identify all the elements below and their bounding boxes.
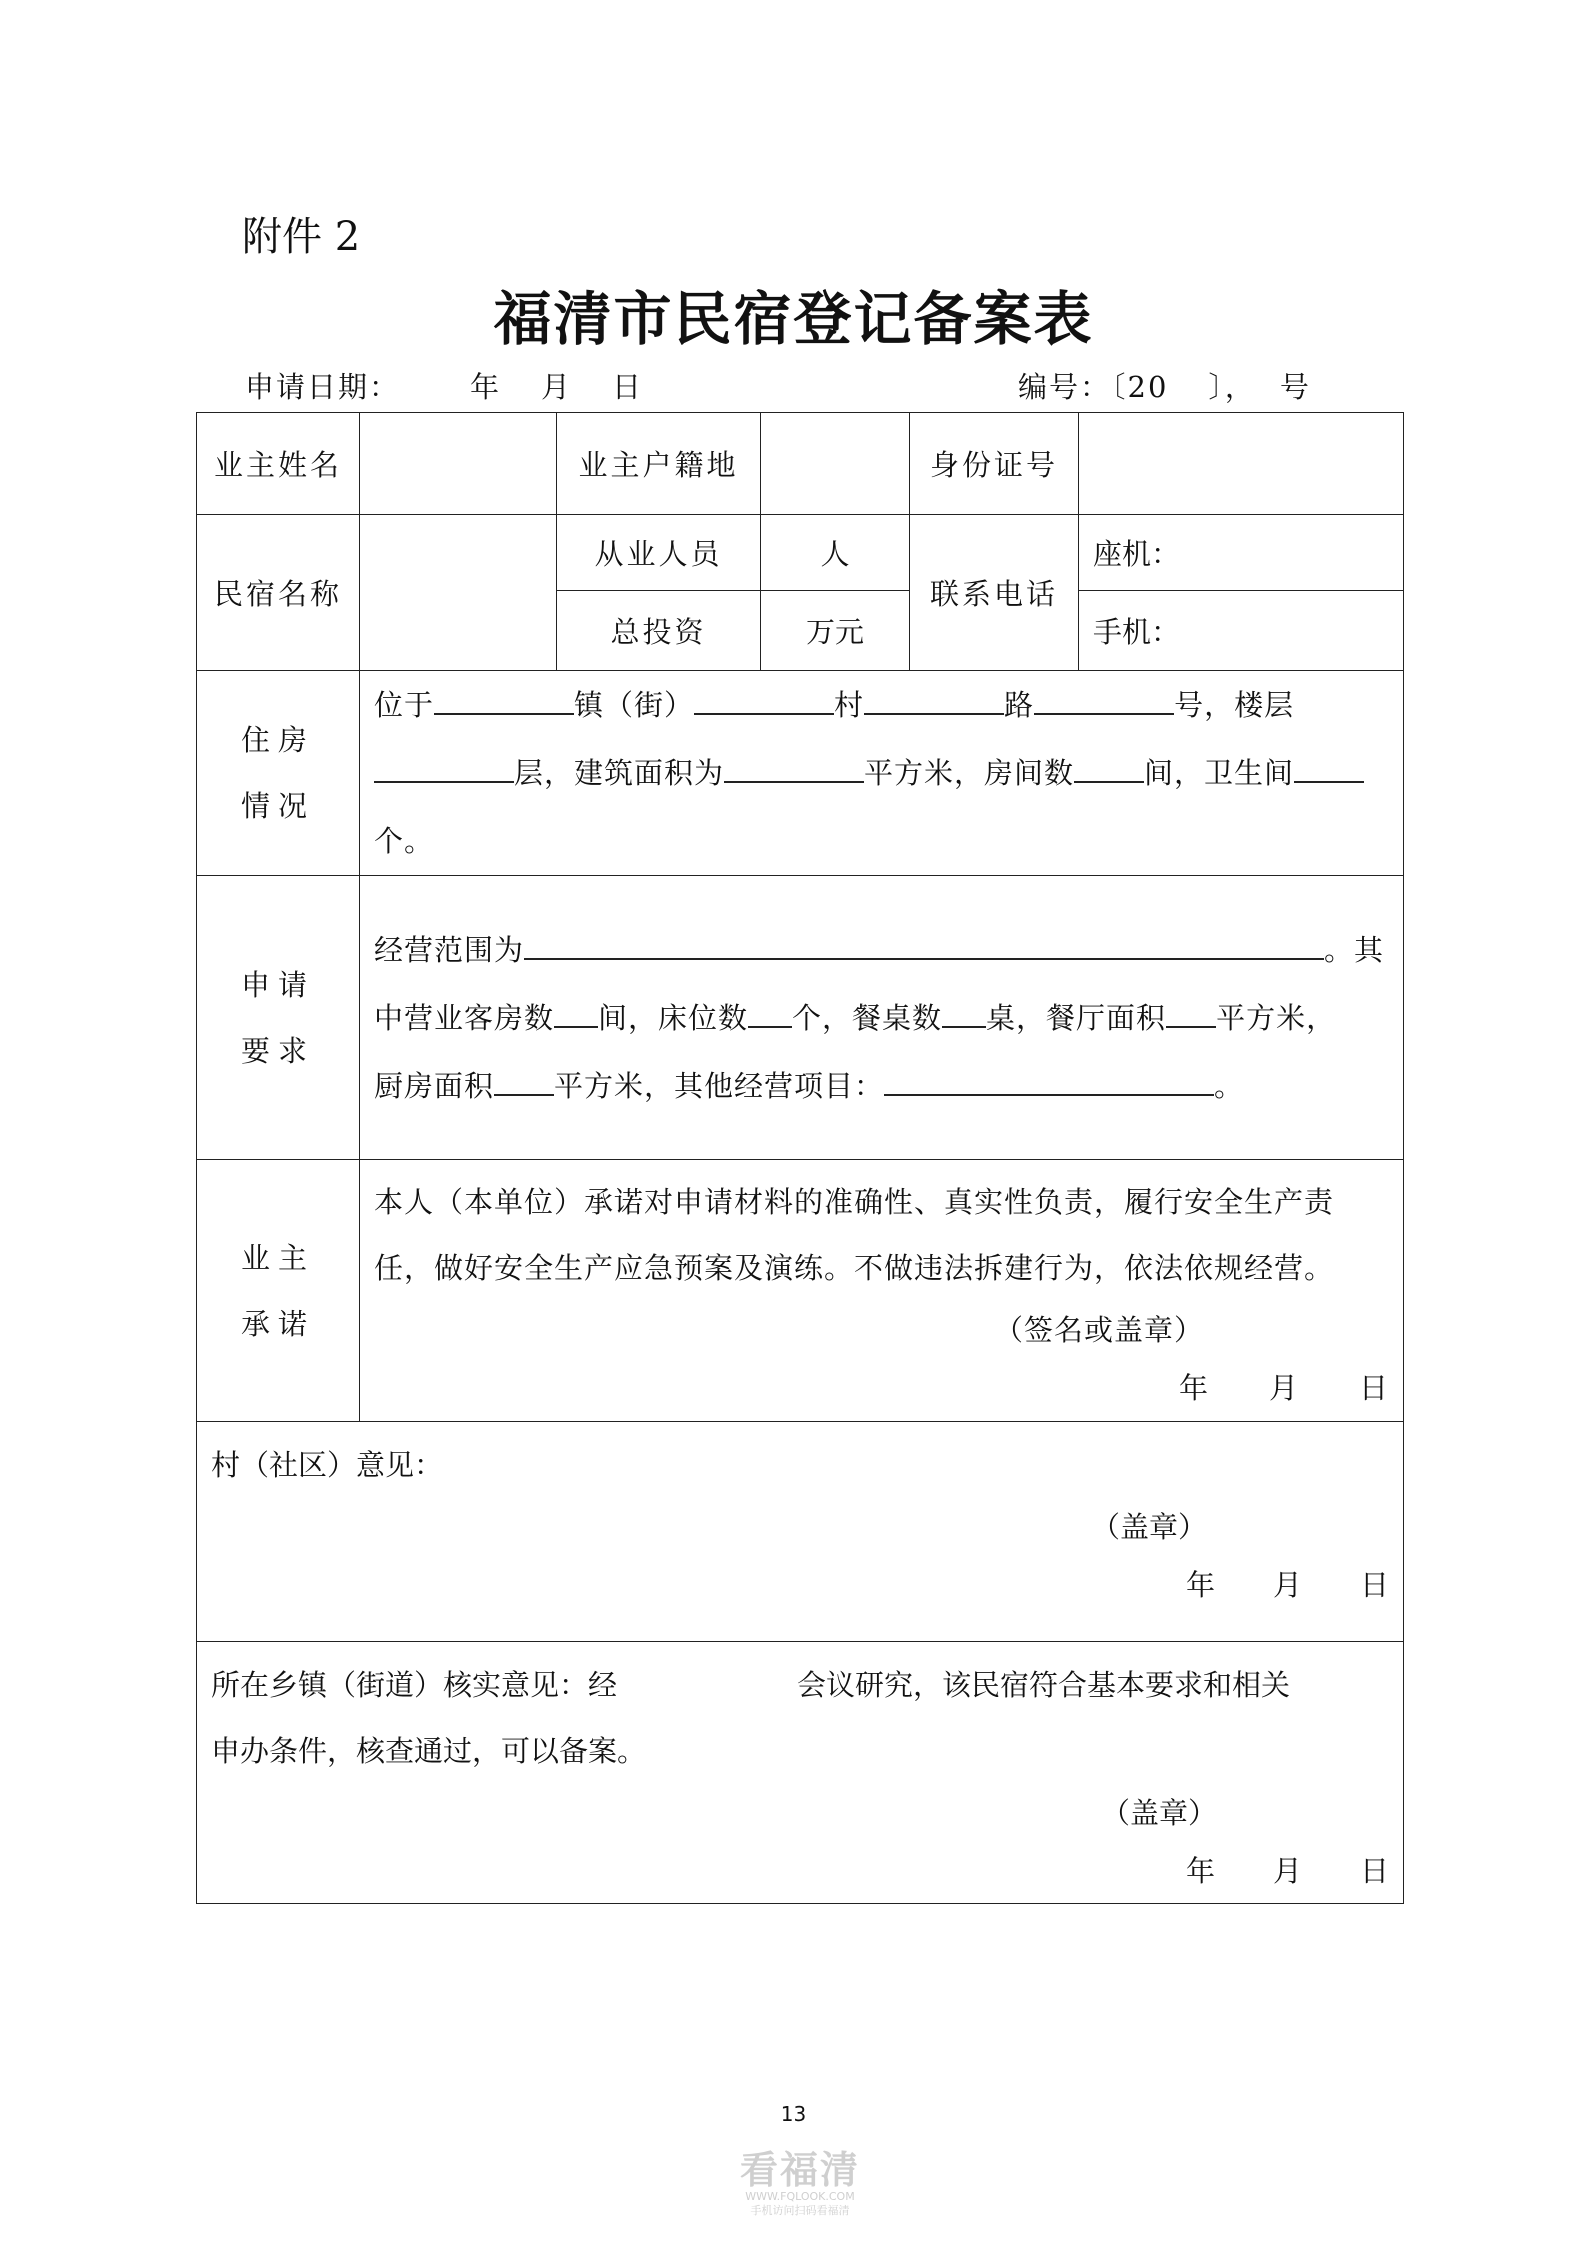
town-date: 年 月 日 <box>1185 1854 1389 1888</box>
day-label: 日 <box>612 370 644 404</box>
commitment-content <box>360 1160 1404 1422</box>
floors-blank[interactable] <box>374 757 514 783</box>
apply-date <box>245 365 643 406</box>
housing-text: 间，卫生间 <box>1144 756 1295 790</box>
business-scope-blank[interactable] <box>524 934 1324 960</box>
investment-unit: 万元 <box>805 615 864 649</box>
mobile-field[interactable] <box>1079 591 1404 671</box>
beds-blank[interactable] <box>748 1002 792 1028</box>
commitment-signature: （签名或盖章） <box>994 1312 1205 1347</box>
housing-text: 平方米，房间数 <box>864 756 1075 790</box>
investment-field[interactable] <box>761 591 910 671</box>
table-row <box>197 671 1404 876</box>
commitment-label <box>197 1160 360 1422</box>
table-row <box>197 413 1404 515</box>
application-label <box>197 876 360 1160</box>
owner-domicile-field[interactable] <box>761 413 910 515</box>
application-text: 间，床位数 <box>598 1000 749 1035</box>
application-text: 桌，餐厅面积 <box>986 1000 1167 1035</box>
application-content <box>360 876 1404 1160</box>
landline-field[interactable] <box>1079 515 1404 591</box>
watermark-logo <box>725 2150 875 2218</box>
id-number-label: 身份证号 <box>910 413 1079 515</box>
village-opinion <box>197 1422 1404 1642</box>
commitment-date: 年 月 日 <box>1178 1370 1389 1405</box>
staff-label: 从业人员 <box>557 515 761 591</box>
housing-label-line1: 住房 <box>240 723 315 757</box>
housing-label-line2: 情况 <box>240 789 315 823</box>
owner-name-label: 业主姓名 <box>197 413 360 515</box>
guestrooms-blank[interactable] <box>554 1002 598 1028</box>
village-blank[interactable] <box>694 689 834 715</box>
village-opinion-label: 村（社区）意见： <box>211 1448 444 1482</box>
phone-label: 联系电话 <box>910 515 1079 671</box>
other-business-blank[interactable] <box>884 1070 1214 1096</box>
kitchen-area-blank[interactable] <box>494 1070 554 1096</box>
id-number-field[interactable] <box>1079 413 1404 515</box>
town-opinion-text: 所在乡镇（街道）核实意见：经 <box>211 1668 618 1702</box>
housing-text: 村 <box>834 688 865 722</box>
commitment-text: 本人（本单位）承诺对申请材料的准确性、真实性负责，履行安全生产责任，做好安全生产应急预案及演练。不做违法拆建行为，依法依规经营。 <box>374 1184 1335 1285</box>
housing-text: 个。 <box>374 824 435 858</box>
housing-content <box>360 671 1404 876</box>
tables-blank[interactable] <box>942 1002 986 1028</box>
staff-unit: 人 <box>820 537 850 571</box>
housing-text: 层，建筑面积为 <box>514 756 725 790</box>
year-label: 年 <box>470 370 502 404</box>
application-text: 中营业客房数 <box>374 1000 555 1035</box>
page-title: 福清市民宿登记备案表 <box>493 285 1094 353</box>
application-label-line2: 要求 <box>240 1033 315 1068</box>
table-row <box>197 515 1404 591</box>
building-area-blank[interactable] <box>724 757 864 783</box>
town-opinion-text: 会议研究，该民宿符合基本要求和相关 <box>797 1668 1291 1702</box>
watermark-url: WWW.FQLOOK.COM <box>745 2190 855 2203</box>
owner-domicile-label: 业主户籍地 <box>557 413 761 515</box>
table-row <box>197 1160 1404 1422</box>
housing-text: 镇（街） <box>574 688 695 722</box>
housing-label <box>197 671 360 876</box>
house-number-blank[interactable] <box>1034 689 1174 715</box>
town-opinion-line1 <box>211 1652 1389 1718</box>
village-date: 年 月 日 <box>1185 1568 1389 1602</box>
road-blank[interactable] <box>864 689 1004 715</box>
housing-text: 路 <box>1004 688 1035 722</box>
owner-name-field[interactable] <box>360 413 557 515</box>
rooms-blank[interactable] <box>1074 757 1144 783</box>
table-row <box>197 876 1404 1160</box>
homestay-name-field[interactable] <box>360 515 557 671</box>
attachment-label: 附件 2 <box>242 214 361 260</box>
village-seal: （盖章） <box>1091 1510 1208 1544</box>
number-suffix: 号 <box>1279 370 1311 404</box>
registration-form-table <box>196 412 1404 1904</box>
apply-date-label: 申请日期： <box>245 370 401 404</box>
watermark-tagline: 手机访问扫码看福清 <box>750 2204 850 2217</box>
mobile-label: 手机： <box>1093 615 1181 649</box>
dining-area-blank[interactable] <box>1166 1002 1216 1028</box>
bathrooms-blank[interactable] <box>1294 757 1364 783</box>
application-text: 平方米，其他经营项目： <box>554 1068 885 1103</box>
number-close: 〕， <box>1208 370 1256 404</box>
town-seal: （盖章） <box>1101 1796 1218 1830</box>
page-number: 13 <box>780 2102 807 2126</box>
watermark-name: 看福清 <box>739 2148 860 2192</box>
table-row <box>197 1642 1404 1904</box>
housing-text: 号，楼层 <box>1174 688 1295 722</box>
application-text: 厨房面积 <box>374 1068 495 1103</box>
staff-field[interactable] <box>761 515 910 591</box>
commitment-label-line1: 业主 <box>240 1240 315 1275</box>
town-blank[interactable] <box>434 689 574 715</box>
application-text: 经营范围为 <box>374 932 525 967</box>
table-row <box>197 1422 1404 1642</box>
homestay-name-label: 民宿名称 <box>197 515 360 671</box>
month-label: 月 <box>541 370 573 404</box>
commitment-label-line2: 承诺 <box>240 1306 315 1341</box>
landline-label: 座机： <box>1093 537 1181 571</box>
investment-label: 总投资 <box>557 591 761 671</box>
application-text: 。 <box>1214 1068 1245 1103</box>
application-text: 平方米， <box>1216 1000 1337 1035</box>
housing-text: 位于 <box>374 688 435 722</box>
number-label: 编号：〔20 <box>1018 370 1169 404</box>
application-text: 个，餐桌数 <box>792 1000 943 1035</box>
record-number <box>1018 365 1311 406</box>
application-label-line1: 申请 <box>240 967 315 1002</box>
town-opinion-line2: 申办条件，核查通过，可以备案。 <box>211 1734 647 1768</box>
town-opinion <box>197 1642 1404 1904</box>
application-text: 。其 <box>1324 932 1385 967</box>
